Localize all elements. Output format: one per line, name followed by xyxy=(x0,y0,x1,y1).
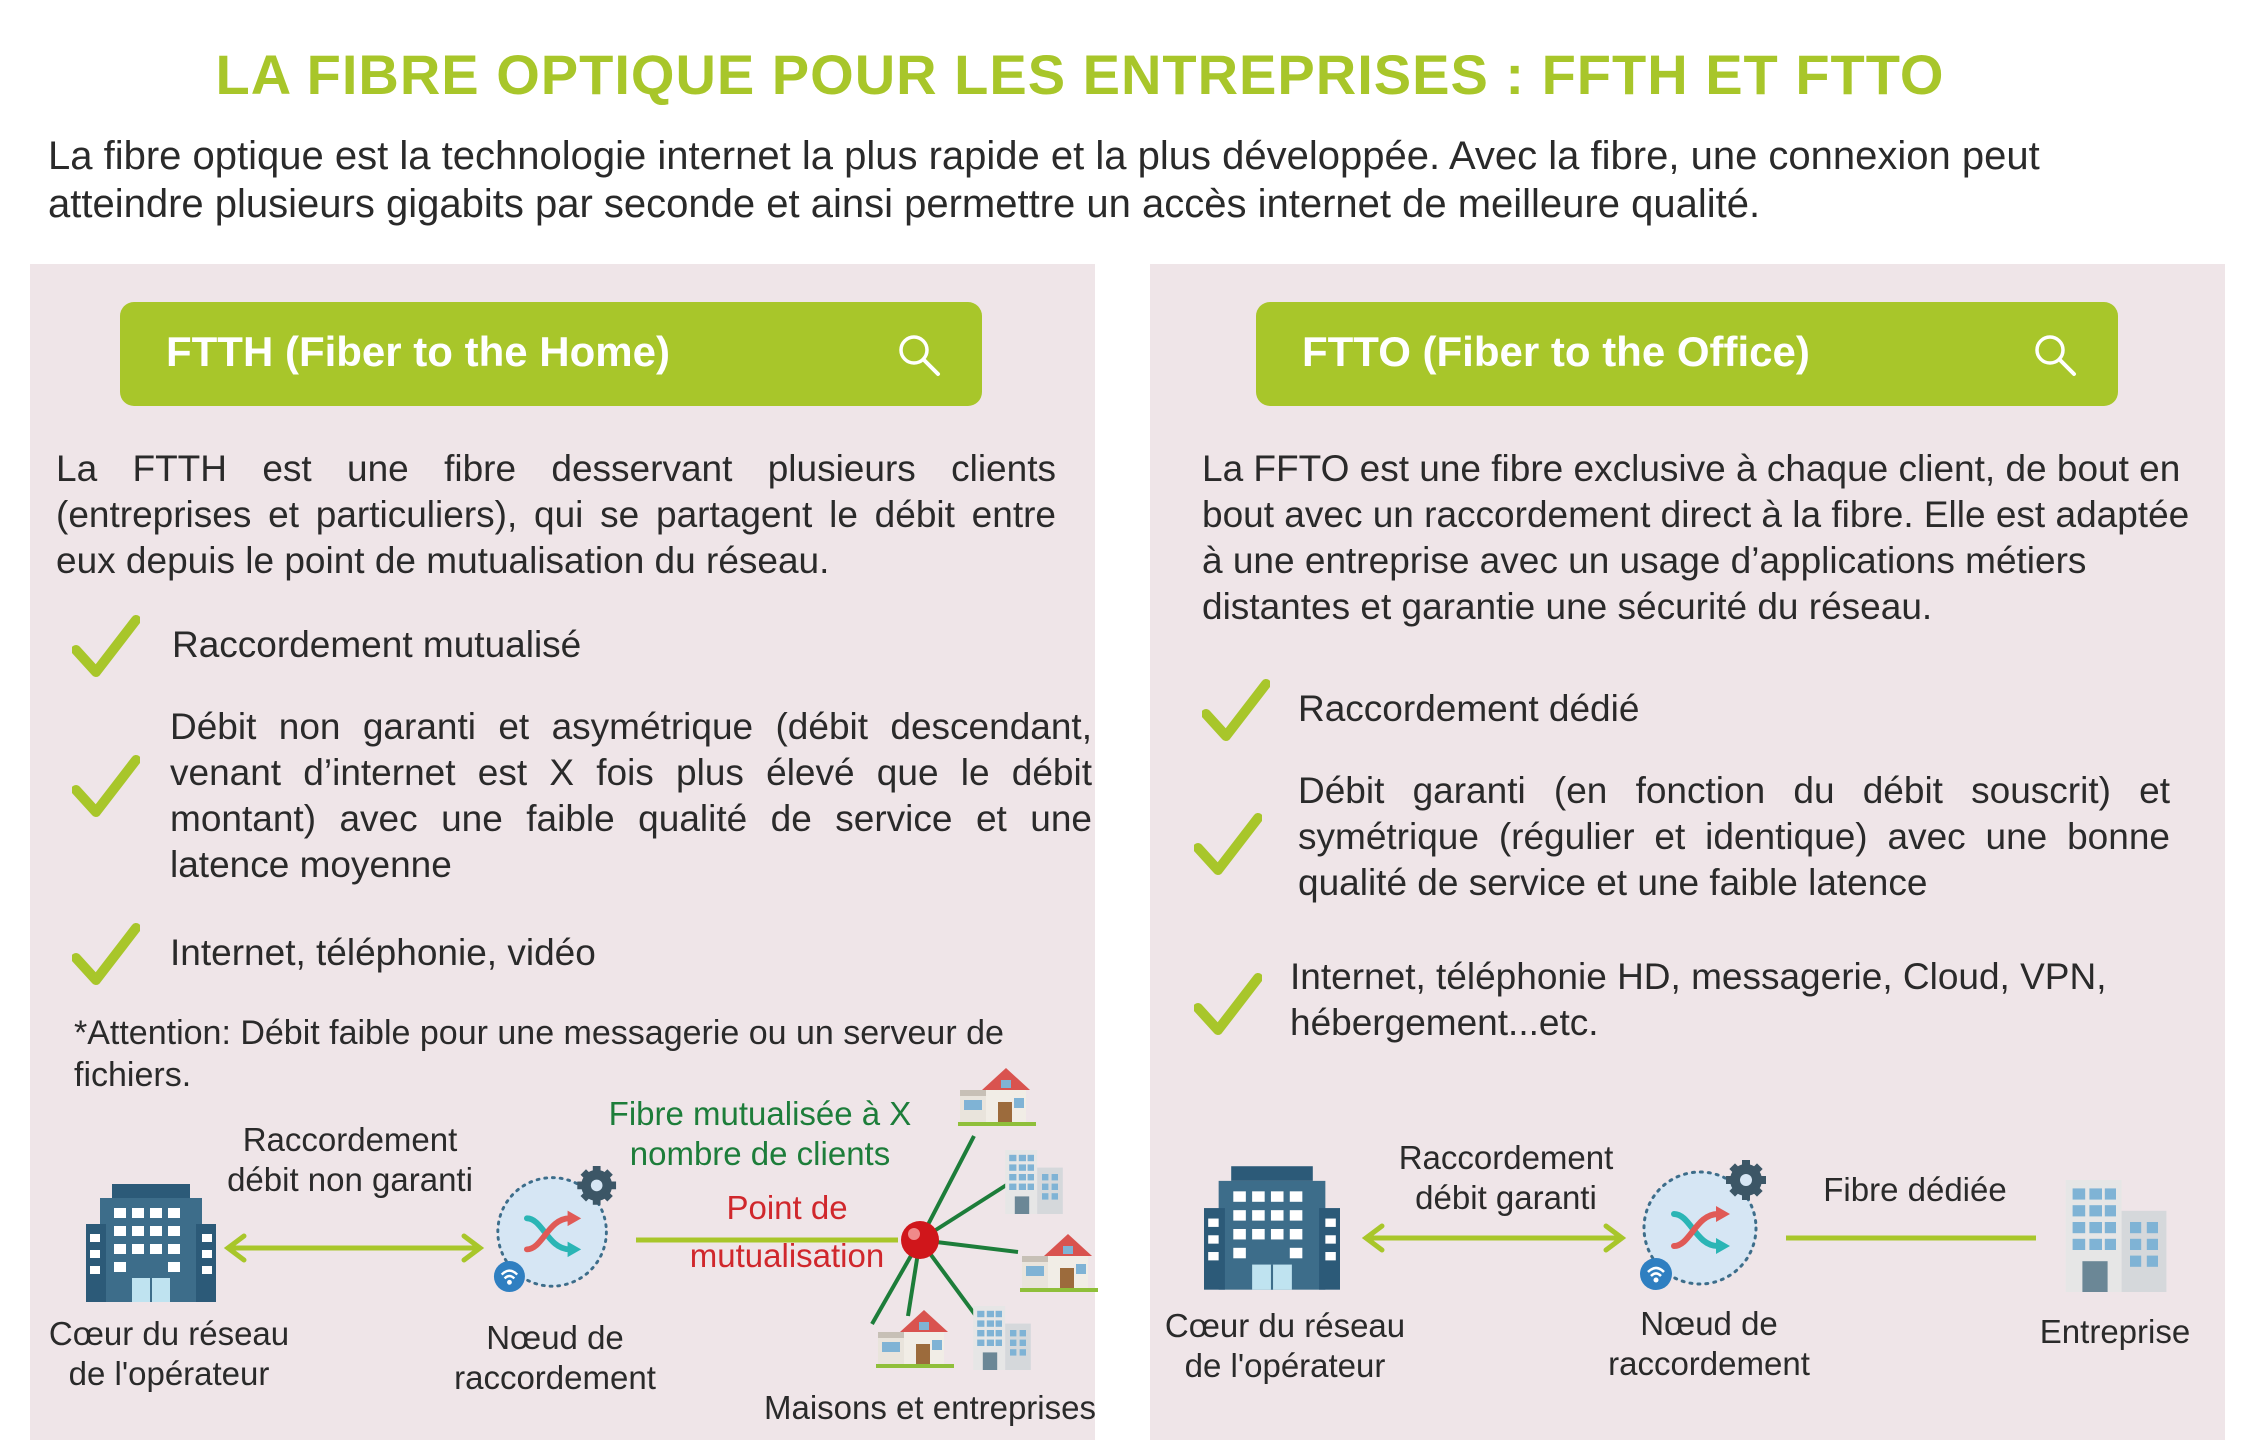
ftto-enterprise-label: Entreprise xyxy=(2039,1313,2191,1350)
ftth-diagram xyxy=(30,264,1095,1440)
intro-text: La fibre optique est la technologie internet la plus rapide et la plus développée. Avec la fibre, une connexion peut atteindre plusieurs gigabits par seconde et ainsi permettre un accès internet de meilleure qualité. xyxy=(48,134,2040,226)
ftth-core-label: Cœur du réseau de l'opérateur xyxy=(48,1315,290,1392)
ftth-description: La FTTH est une fibre desservant plusieurs clients (entreprises et particuliers), qui se partagent le débit entre eux depuis le point de mutualisation du réseau. xyxy=(56,448,1056,581)
ftth-link-label: Raccordement débit non garanti xyxy=(227,1121,473,1198)
ftth-fiber-label: Fibre mutualisée à X nombre de clients xyxy=(608,1095,912,1172)
ftto-core-label: Cœur du réseau de l'opérateur xyxy=(1164,1307,1406,1384)
ftth-item-3: Internet, téléphonie, vidéo xyxy=(170,932,596,973)
ftth-note: *Attention: Débit faible pour une messagerie ou un serveur de fichiers. xyxy=(74,1014,1004,1094)
ftth-point-label: Point de mutualisation xyxy=(689,1189,885,1274)
building-icon xyxy=(86,1184,216,1302)
ftto-node-label: Nœud de raccordement xyxy=(1608,1305,1810,1382)
house-icon xyxy=(958,1068,1036,1126)
ftth-node-label: Nœud de raccordement xyxy=(454,1319,656,1396)
ftth-item-1: Raccordement mutualisé xyxy=(172,624,582,665)
office-building-icon xyxy=(973,1306,1031,1370)
ftto-item-1: Raccordement dédié xyxy=(1298,688,1640,729)
ftth-heading: FTTH (Fiber to the Home) xyxy=(166,328,670,375)
ftto-heading: FTTO (Fiber to the Office) xyxy=(1302,328,1810,375)
ftto-panel xyxy=(1150,264,2225,1440)
network-node-icon xyxy=(494,1166,616,1292)
ftto-item-3: Internet, téléphonie HD, messagerie, Cloud, VPN, hébergement...etc. xyxy=(1290,956,2107,1043)
office-building-icon xyxy=(2066,1180,2167,1292)
page-title: LA FIBRE OPTIQUE POUR LES ENTREPRISES : FFTH ET FTTO xyxy=(215,43,1945,106)
ftth-panel xyxy=(30,264,1095,1440)
ftth-item-2: Débit non garanti et asymétrique (débit descendant, venant d’internet est X fois plus élevé que le débit montant) avec une faible qualité de service et une latence moyenne xyxy=(170,706,1092,885)
ftth-clients-label: Maisons et entreprises xyxy=(764,1389,1096,1426)
network-node-icon xyxy=(1640,1160,1766,1290)
ftto-item-2: Débit garanti (en fonction du débit souscrit) et symétrique (régulier et identique) avec une bonne qualité de service et une faible latence xyxy=(1298,770,2170,903)
building-icon xyxy=(1204,1166,1340,1289)
ftto-description: La FFTO est une fibre exclusive à chaque client, de bout en bout avec un raccordement direct à la fibre. Elle est adaptée à une entreprise avec un usage d’applications métiers distantes et garantie une sécurité du réseau. xyxy=(1202,448,2190,627)
house-icon xyxy=(1020,1234,1098,1292)
house-icon xyxy=(876,1310,954,1368)
ftto-diagram xyxy=(1150,264,2225,1440)
ftto-link-label: Raccordement débit garanti xyxy=(1398,1139,1614,1216)
office-building-icon xyxy=(1005,1150,1063,1214)
ftto-fiber-label: Fibre dédiée xyxy=(1823,1171,2007,1208)
